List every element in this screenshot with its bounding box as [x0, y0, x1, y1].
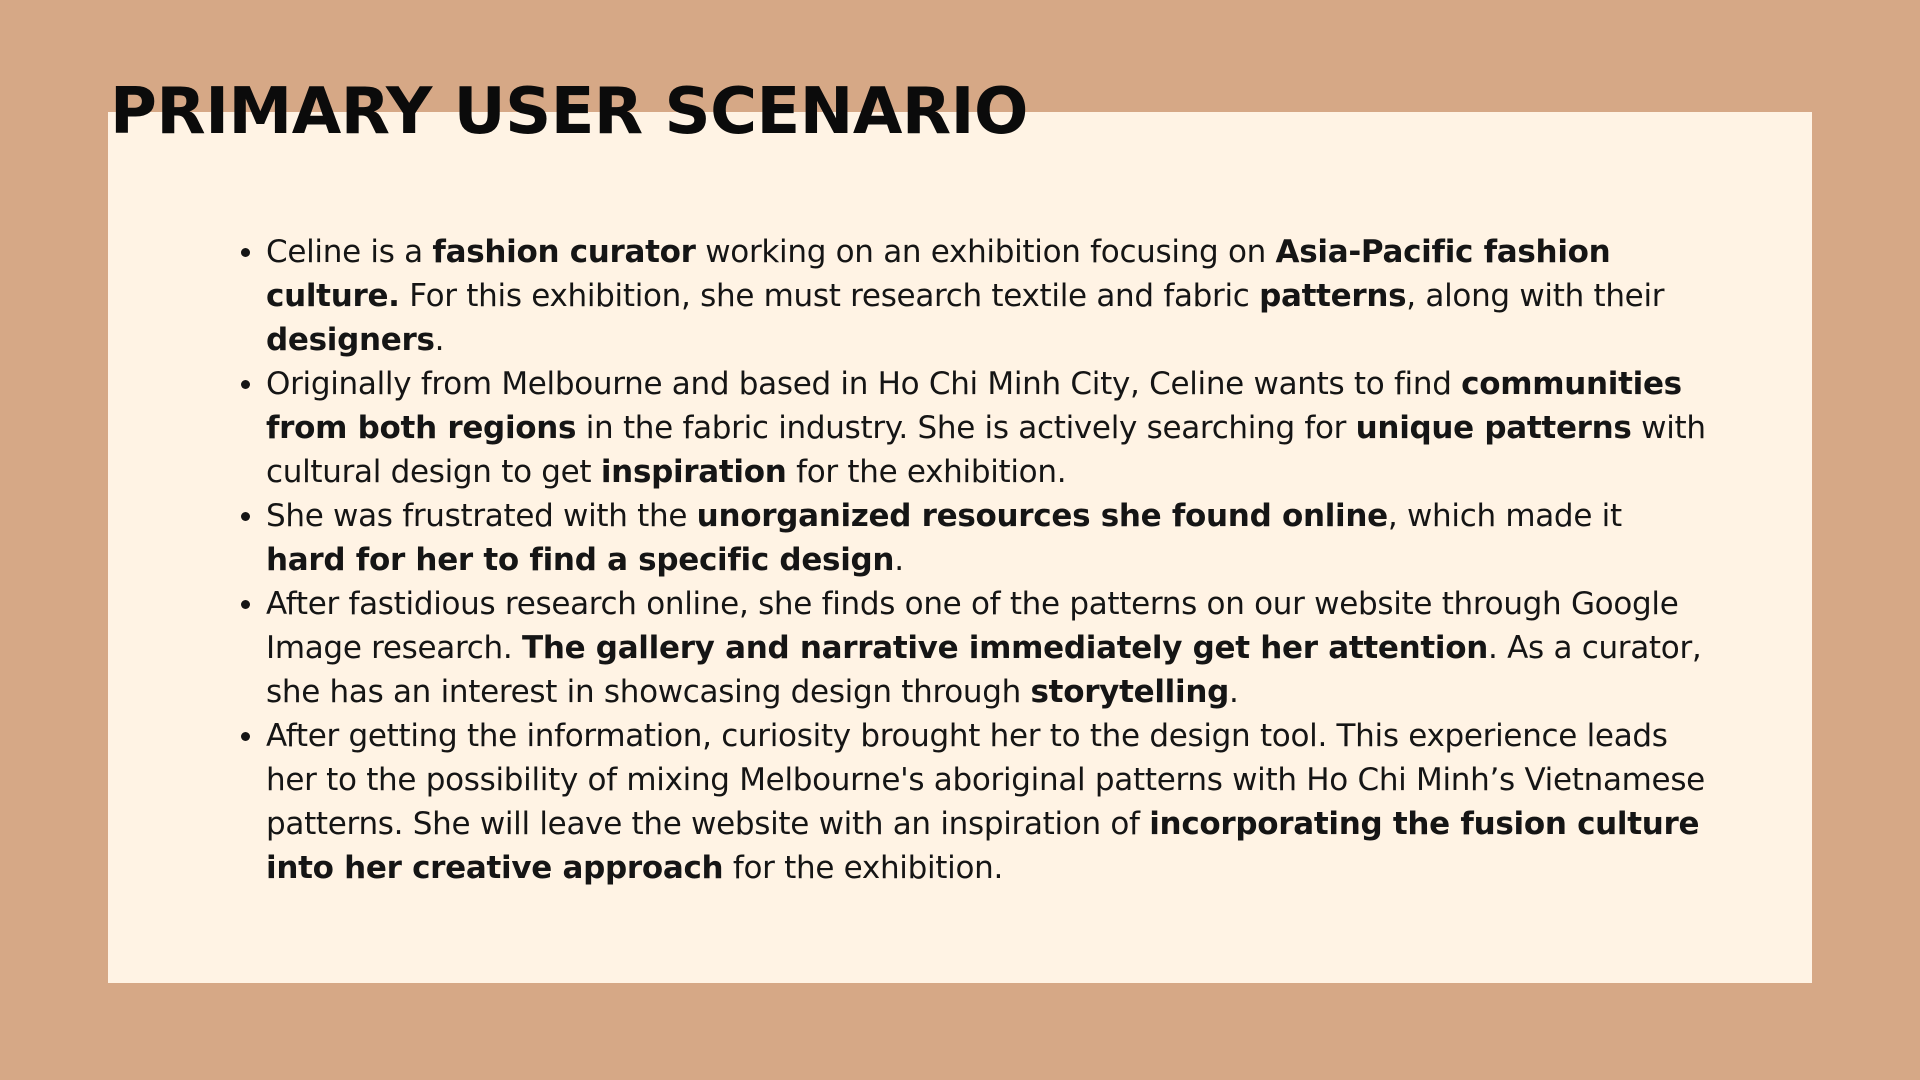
- bullet-text: Celine is a: [266, 234, 433, 270]
- bullet-text: working on an exhibition focusing on: [695, 234, 1276, 270]
- bullet-text: After getting the information, curiosity brought her to the design tool. This experience leads her to the possibility of mixing Melbourne's aboriginal patterns with Ho Chi Minh’s Vietnamese patterns. She will leave the website with an inspiration of: [266, 718, 1705, 842]
- bullet-bold-text: designers: [266, 322, 435, 358]
- bullet-bold-text: storytelling: [1030, 674, 1229, 710]
- bullet-bold-text: unorganized resources she found online: [696, 498, 1388, 534]
- bullet-bold-text: communities from both regions: [266, 366, 1682, 446]
- bullet-text: for the exhibition.: [723, 850, 1004, 886]
- bullet-bold-text: Asia-Pacific fashion culture.: [266, 234, 1611, 314]
- bullet-bold-text: patterns: [1259, 278, 1407, 314]
- bullet-bold-text: unique patterns: [1355, 410, 1632, 446]
- bullet-text: .: [894, 542, 904, 578]
- bullet-text: .: [1228, 674, 1239, 710]
- bullet-text: Originally from Melbourne and based in Ho Chi Minh City, Celine wants to find: [266, 366, 1462, 402]
- bullet-text: .: [434, 322, 445, 358]
- slide-title: PRIMARY USER SCENARIO: [110, 75, 1028, 149]
- bullet-text: with cultural design to get: [266, 410, 1706, 490]
- bullet-text: . As a curator, she has an interest in showcasing design through: [266, 630, 1702, 710]
- scenario-bullet-list: [232, 230, 1706, 890]
- bullet-text: After fastidious research online, she finds one of the patterns on our website through Google Image research.: [266, 586, 1679, 666]
- bullet-bold-text: inspiration: [600, 454, 787, 490]
- bullet-text: for the exhibition.: [786, 454, 1067, 490]
- bullet-bold-text: The gallery and narrative immediately get her attention: [521, 630, 1489, 666]
- bullet-bold-text: incorporating the fusion culture into her creative approach: [266, 806, 1700, 886]
- bullet-bold-text: fashion curator: [432, 234, 696, 270]
- bullet-text: in the fabric industry. She is actively searching for: [576, 410, 1356, 446]
- bullet-item: [266, 714, 1706, 890]
- bullet-item: [266, 230, 1706, 362]
- bullet-text: , along with their: [1406, 278, 1665, 314]
- bullet-text: For this exhibition, she must research textile and fabric: [399, 278, 1260, 314]
- bullet-item: [266, 494, 1706, 582]
- bullet-text: , which made it: [1387, 498, 1622, 534]
- bullet-bold-text: hard for her to find a specific design: [266, 542, 895, 578]
- bullet-item: [266, 362, 1706, 494]
- bullet-item: [266, 582, 1706, 714]
- bullet-text: She was frustrated with the: [266, 498, 697, 534]
